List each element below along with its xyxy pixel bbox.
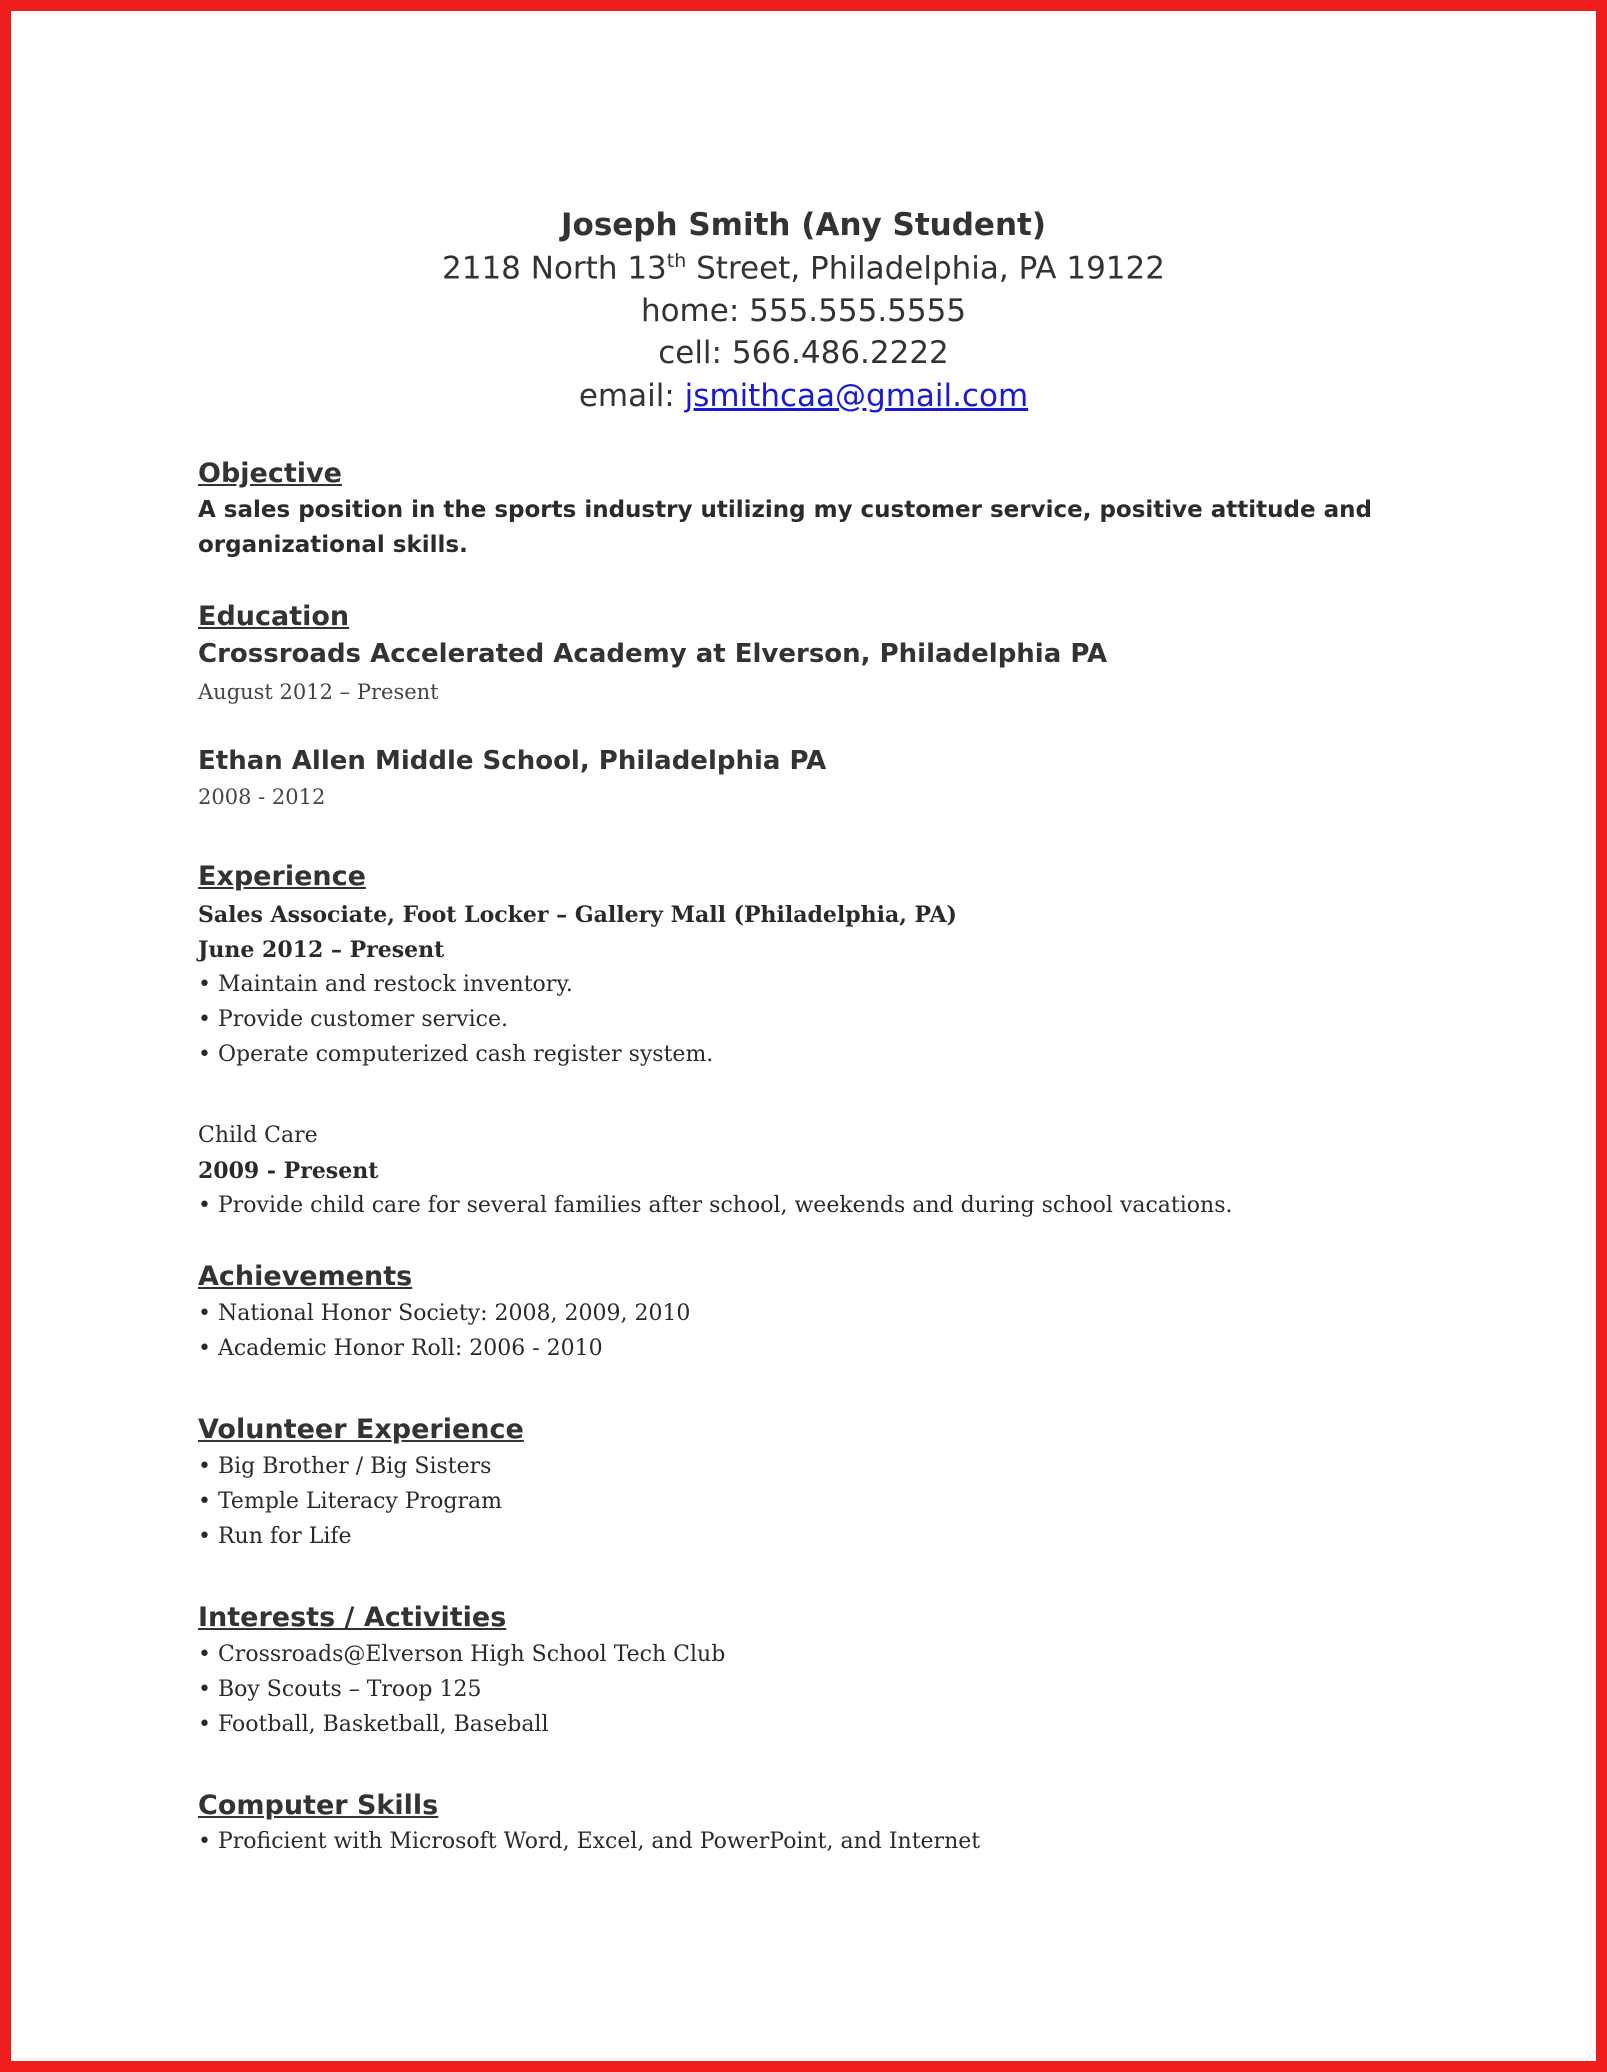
email-label: email:	[578, 378, 685, 414]
job-bullet: • Operate computerized cash register system.	[198, 1042, 714, 1067]
job-title: Child Care	[198, 1123, 318, 1148]
cell-phone: cell: 566.486.2222	[658, 335, 949, 371]
objective-text-line-1: A sales position in the sports industry utilizing my customer service, positive attitude and	[198, 497, 1372, 523]
address-city: Street, Philadelphia, PA 19122	[686, 250, 1165, 287]
email-link[interactable]: jsmithcaa@gmail.com	[684, 378, 1029, 414]
school-dates: 2008 - 2012	[198, 785, 326, 809]
interest-item: • Football, Basketball, Baseball	[198, 1712, 549, 1737]
volunteer-item: • Temple Literacy Program	[198, 1489, 502, 1514]
interest-item: • Boy Scouts – Troop 125	[198, 1677, 482, 1702]
computer-skill-item: • Proficient with Microsoft Word, Excel, and PowerPoint, and Internet	[198, 1829, 981, 1854]
school-name: Crossroads Accelerated Academy at Elverson, Philadelphia PA	[198, 639, 1108, 669]
address-street: 2118 North 13	[442, 250, 667, 287]
email-line	[11, 378, 1596, 414]
interest-item: • Crossroads@Elverson High School Tech Club	[198, 1642, 726, 1667]
experience-heading: Experience	[198, 861, 366, 892]
volunteer-item: • Run for Life	[198, 1524, 352, 1549]
job-dates: 2009 - Present	[198, 1158, 379, 1184]
address-line	[11, 250, 1596, 286]
objective-heading: Objective	[198, 458, 342, 489]
education-heading: Education	[198, 601, 350, 632]
interests-heading: Interests / Activities	[198, 1602, 507, 1633]
address-ordinal: th	[666, 250, 687, 272]
achievement-item: • Academic Honor Roll: 2006 - 2010	[198, 1336, 603, 1361]
school-name: Ethan Allen Middle School, Philadelphia PA	[198, 746, 827, 776]
computer-skills-heading: Computer Skills	[198, 1790, 439, 1821]
job-dates: June 2012 – Present	[198, 937, 445, 963]
achievement-item: • National Honor Society: 2008, 2009, 2010	[198, 1301, 691, 1326]
job-bullet: • Maintain and restock inventory.	[198, 972, 573, 997]
achievements-heading: Achievements	[198, 1261, 413, 1292]
job-bullet: • Provide child care for several families after school, weekends and during school vacations.	[198, 1193, 1233, 1218]
applicant-name: Joseph Smith (Any Student)	[560, 207, 1046, 243]
job-bullet: • Provide customer service.	[198, 1007, 508, 1032]
objective-text-line-2: organizational skills.	[198, 532, 468, 558]
job-title: Sales Associate, Foot Locker – Gallery Mall (Philadelphia, PA)	[198, 902, 957, 928]
volunteer-item: • Big Brother / Big Sisters	[198, 1454, 492, 1479]
home-phone: home: 555.555.5555	[640, 293, 967, 329]
school-dates: August 2012 – Present	[198, 680, 439, 704]
volunteer-heading: Volunteer Experience	[198, 1414, 524, 1445]
